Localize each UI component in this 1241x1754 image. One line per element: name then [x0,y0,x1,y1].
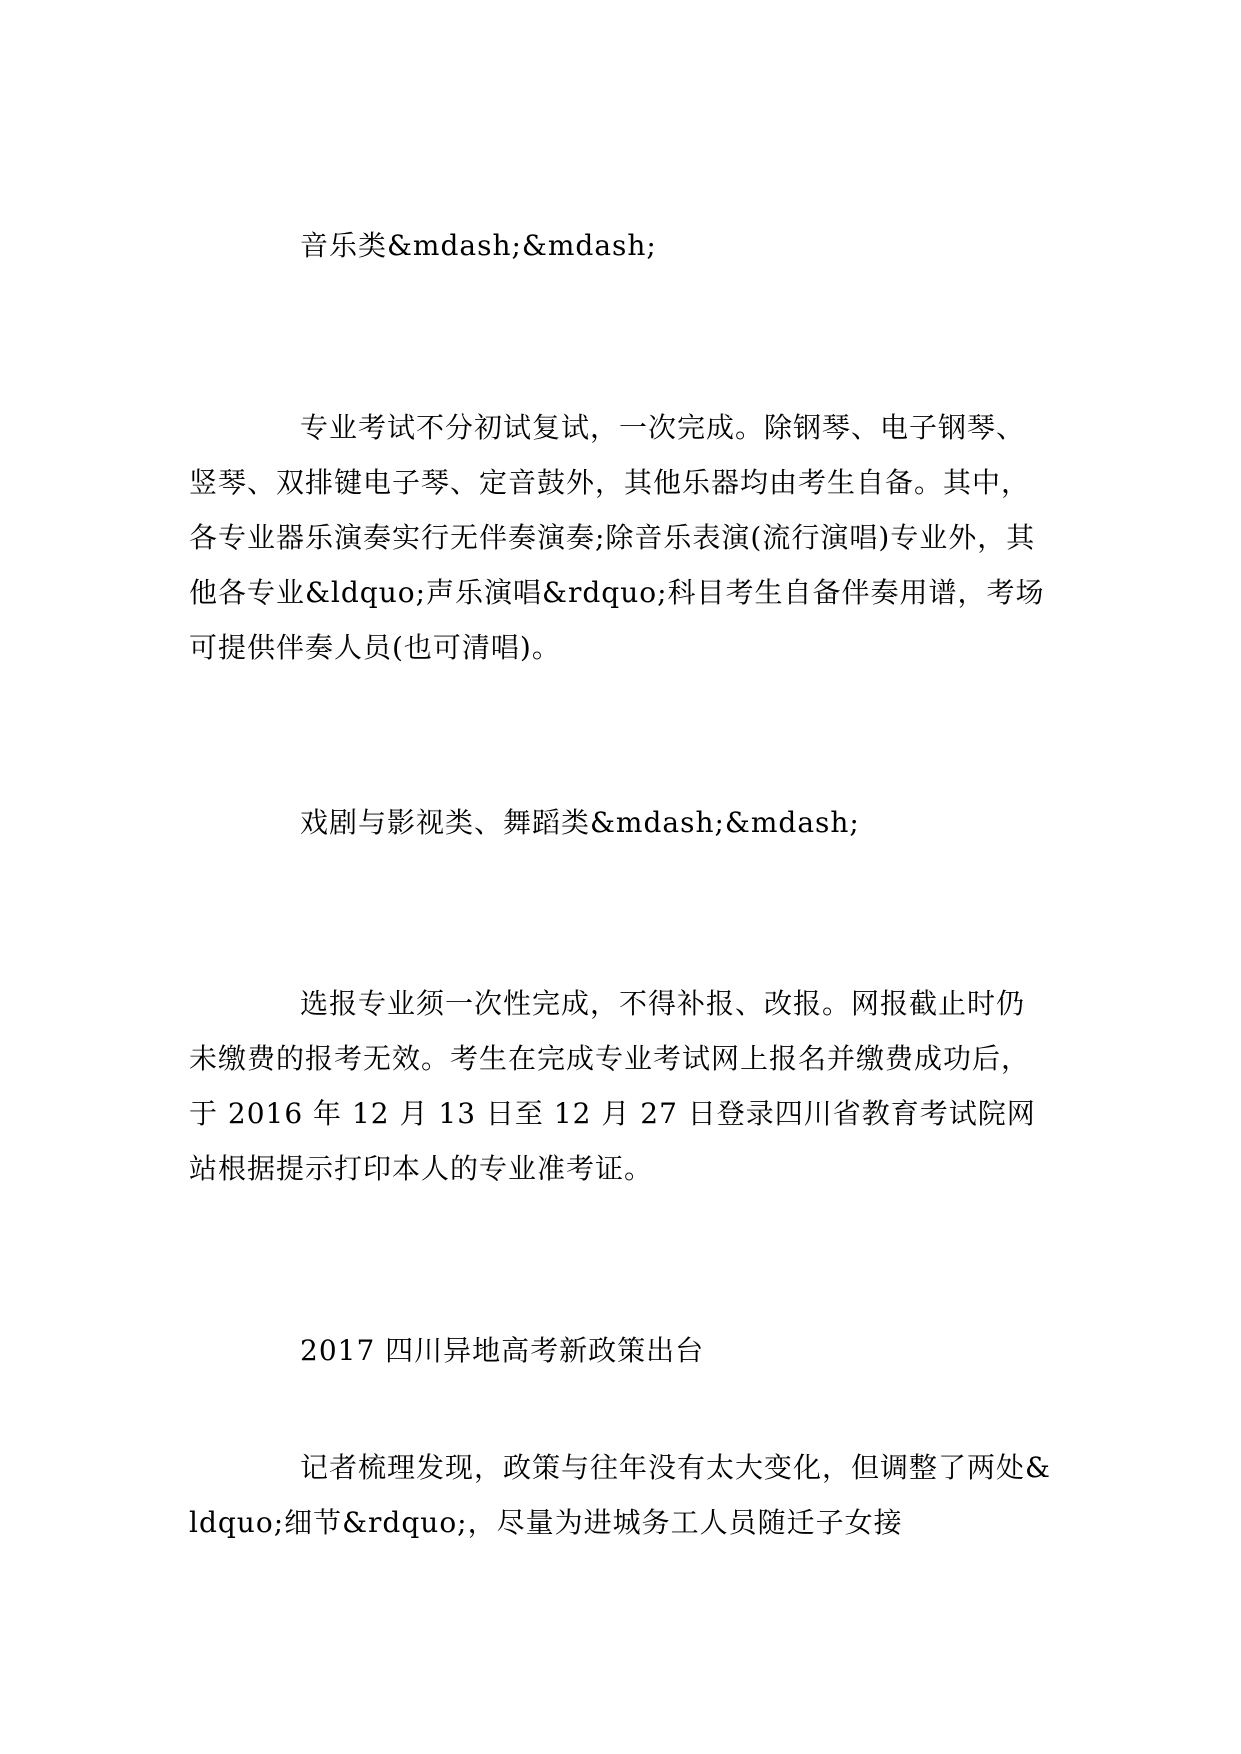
paragraph-registration: 选报专业须一次性完成，不得补报、改报。网报截止时仍未缴费的报考无效。考生在完成专业考试网上报名并缴费成功后，于 2016 年 12 月 13 日至 12 月 27 日登录四川省教育考试院网站根据提示打印本人的专业准考证。 [189,987,1036,1185]
paragraph-policy: 记者梳理发现，政策与往年没有太大变化，但调整了两处&ldquo;细节&rdquo;，尽量为进城务工人员随迁子女接 [189,1451,1051,1539]
section-heading-drama-dance: 戏剧与影视类、舞蹈类&mdash;&mdash; [300,806,860,839]
section-heading-music: 音乐类&mdash;&mdash; [300,229,657,262]
paragraph-music-exam: 专业考试不分初试复试，一次完成。除钢琴、电子钢琴、竖琴、双排键电子琴、定音鼓外，其他乐器均由考生自备。其中，各专业器乐演奏实行无伴奏演奏;除音乐表演(流行演唱)专业外，其他各专业&ldquo;声乐演唱&rdquo;科目考生自备伴奏用谱，考场可提供伴奏人员(也可清唱)。 [189,411,1045,664]
section-heading-policy: 2017 四川异地高考新政策出台 [300,1334,705,1367]
